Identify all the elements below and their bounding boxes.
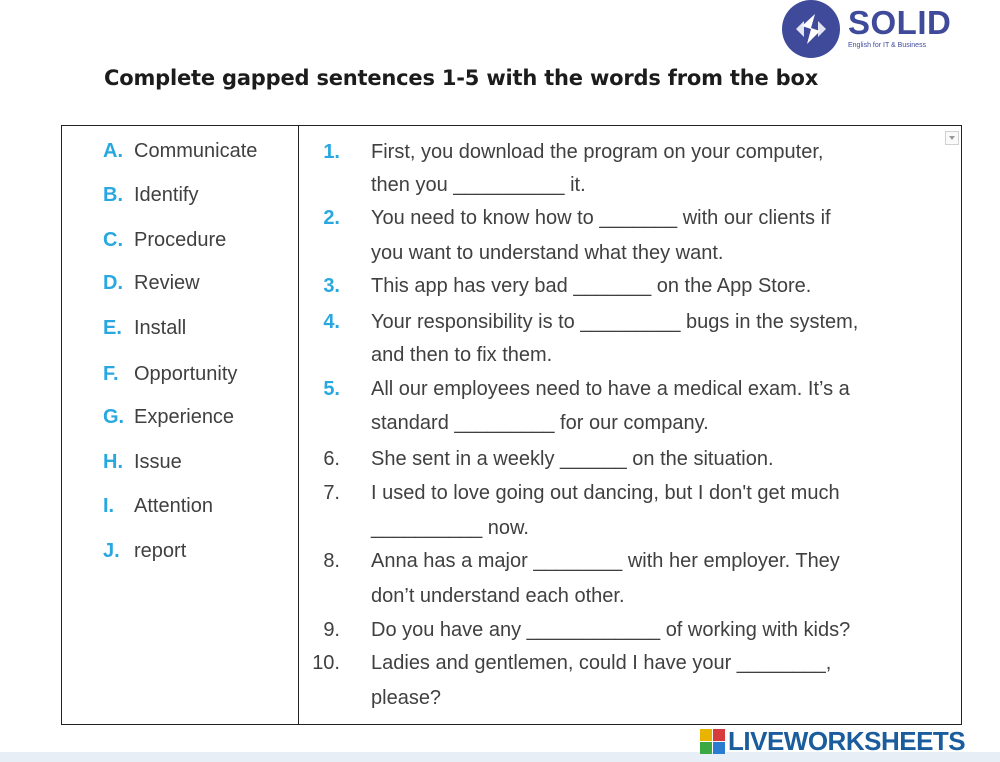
solid-logo (782, 0, 962, 58)
word-option-letter: B. (103, 184, 123, 206)
sentence-text-line: don’t understand each other. (371, 585, 625, 607)
sentence-text-line: You need to know how to _______ with our clients if (371, 207, 831, 229)
word-option-text: Experience (134, 406, 235, 428)
word-option (103, 184, 198, 207)
sentence-text-line: I used to love going out dancing, but I don't get much (371, 482, 840, 504)
word-option-text: Opportunity (134, 363, 238, 385)
sentence-text-line: Do you have any ____________ of working with kids? (371, 619, 851, 641)
sentence-text-line: Ladies and gentlemen, could I have your ________, (371, 652, 832, 674)
solid-logo-icon (782, 0, 840, 58)
dropdown-arrow-icon[interactable] (945, 131, 959, 145)
word-option-letter: C. (103, 229, 123, 251)
word-option (103, 317, 186, 340)
word-option (103, 540, 186, 563)
sentence-number: 3. (323, 275, 340, 297)
word-option-letter: A. (103, 140, 123, 162)
sentence-text-line: __________ now. (371, 517, 529, 539)
word-option-letter: J. (103, 540, 120, 562)
word-option (103, 451, 182, 474)
sentence-text-line: This app has very bad _______ on the App Store. (371, 275, 812, 297)
word-option-letter: E. (103, 317, 122, 339)
sentence-number: 4. (323, 311, 340, 333)
word-option-text: Install (134, 317, 187, 339)
word-option (103, 140, 257, 163)
sentence-text-line: Anna has a major ________ with her employer. They (371, 550, 840, 572)
word-option (103, 272, 200, 295)
sentence-number: 6. (323, 448, 340, 470)
sentence-number: 8. (323, 550, 340, 572)
sentence-text-line: please? (371, 687, 442, 709)
word-option-text: Communicate (134, 140, 258, 162)
word-option (103, 229, 226, 252)
sentence-number: 7. (323, 482, 340, 504)
word-option-text: Procedure (134, 229, 227, 251)
footer-brand: LIVEWORKSHEETS (728, 725, 966, 756)
sentence-number: 5. (323, 378, 340, 400)
sentence-text-line: you want to understand what they want. (371, 242, 724, 264)
sentence-number: 1. (323, 141, 340, 163)
logo-tagline: English for IT & Business (848, 42, 927, 49)
sentence-number: 2. (323, 207, 340, 229)
logo-wordmark: SOLID (848, 4, 952, 41)
word-option (103, 495, 213, 518)
sentence-text-line: First, you download the program on your computer, (371, 141, 824, 163)
word-option (103, 406, 234, 429)
word-option-text: Review (134, 272, 200, 294)
sentence-text-line: and then to fix them. (371, 344, 553, 366)
word-option-letter: H. (103, 451, 123, 473)
sentence-text-line: Your responsibility is to _________ bugs in the system, (371, 311, 859, 333)
word-option-letter: D. (103, 272, 123, 294)
word-option-text: Issue (134, 451, 182, 473)
page-title: Complete gapped sentences 1-5 with the words from the box (104, 66, 819, 90)
sentence-text-line: All our employees need to have a medical exam. It’s a (371, 378, 850, 400)
sentence-number: 9. (323, 619, 340, 641)
word-option-letter: G. (103, 406, 125, 428)
word-option-letter: I. (103, 495, 115, 517)
column-divider (298, 125, 299, 725)
liveworksheets-logo (700, 726, 965, 756)
word-option (103, 363, 237, 386)
word-option-text: Identify (134, 184, 199, 206)
sentence-text-line: then you __________ it. (371, 174, 586, 196)
word-option-letter: F. (103, 363, 119, 385)
word-option-text: report (134, 540, 187, 562)
sentence-text-line: standard _________ for our company. (371, 412, 709, 434)
liveworksheets-icon (700, 729, 725, 754)
word-option-text: Attention (134, 495, 213, 517)
sentence-number: 10. (312, 652, 340, 674)
sentence-text-line: She sent in a weekly ______ on the situation. (371, 448, 774, 470)
